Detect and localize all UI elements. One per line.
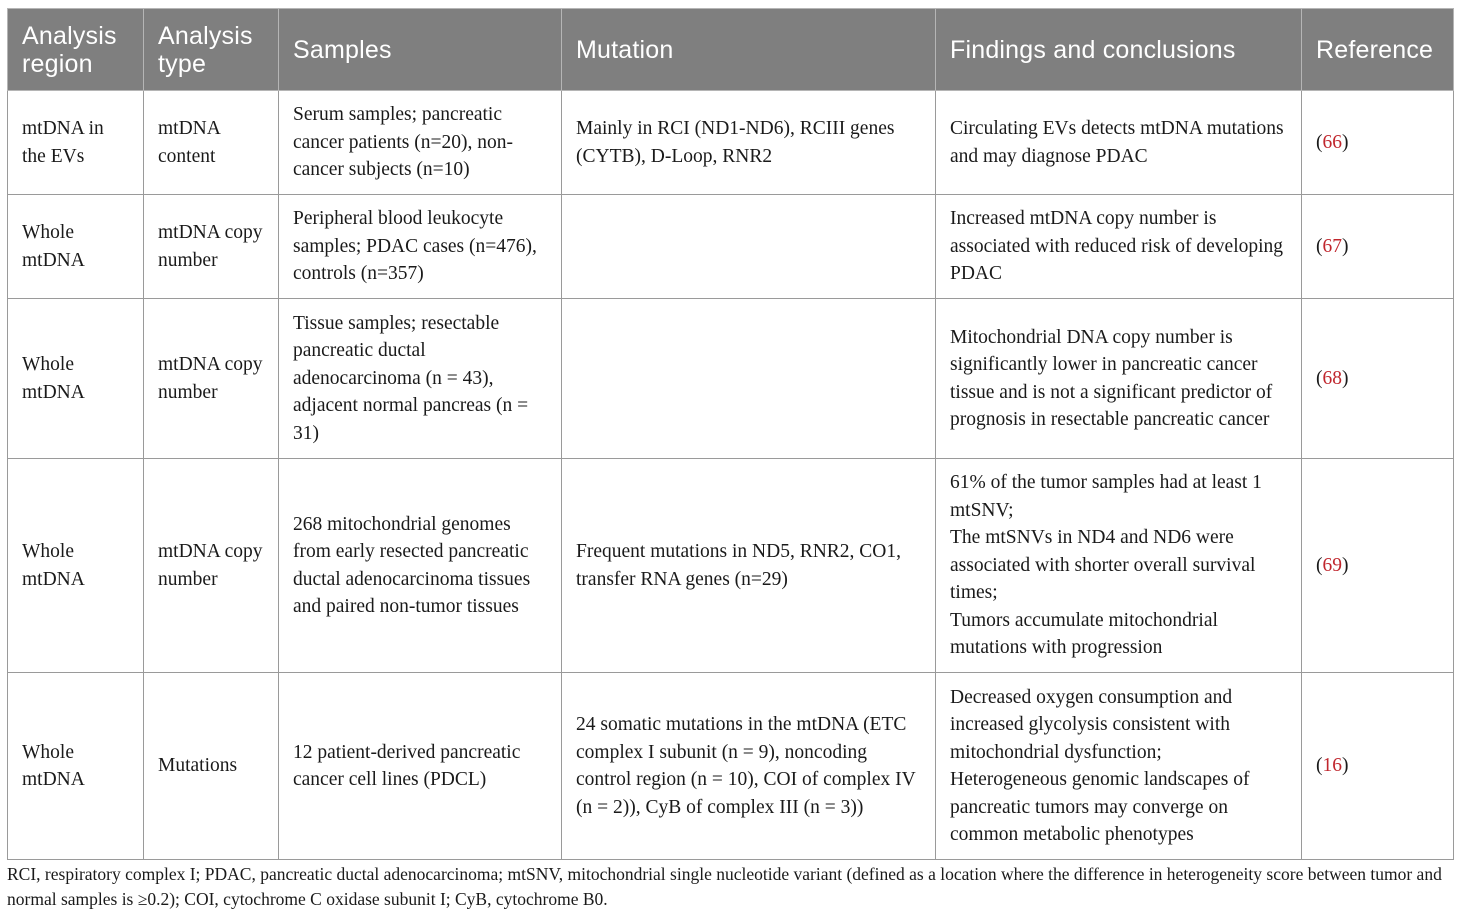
finding-text: Circulating EVs detects mtDNA mutations and may diagnose PDAC	[950, 118, 1284, 167]
mtdna-studies-table	[7, 8, 1454, 860]
table-row	[8, 195, 1454, 299]
cell-analysis-type: Mutations	[144, 673, 279, 860]
cell-samples: Tissue samples; resectable pancreatic ductal adenocarcinoma (n = 43), adjacent normal pancreas (n = 31)	[279, 299, 562, 459]
finding-text: Tumors accumulate mitochondrial mutations with progression	[950, 609, 1218, 659]
header-reference: Reference	[1302, 9, 1454, 91]
cell-samples: 12 patient-derived pancreatic cancer cell lines (PDCL)	[279, 673, 562, 860]
cell-findings	[936, 91, 1302, 195]
cell-mutation: Mainly in RCI (ND1-ND6), RCIII genes (CYTB), D-Loop, RNR2	[562, 91, 936, 195]
header-analysis-region: Analysis region	[8, 9, 144, 91]
cell-reference	[1302, 91, 1454, 195]
ref-paren-close: )	[1342, 755, 1349, 777]
table-header	[8, 9, 1454, 91]
cell-analysis-type: mtDNA copy number	[144, 299, 279, 459]
cell-reference	[1302, 673, 1454, 860]
cell-findings	[936, 673, 1302, 860]
finding-text: Heterogeneous genomic landscapes of pancreatic tumors may converge on common metabolic phenotypes	[950, 769, 1250, 845]
header-row	[8, 9, 1454, 91]
cell-analysis-type: mtDNA content	[144, 91, 279, 195]
ref-paren-open: (	[1316, 554, 1323, 576]
cell-analysis-region: Whole mtDNA	[8, 459, 144, 673]
finding-text: The mtSNVs in ND4 and ND6 were associated with shorter overall survival times;	[950, 527, 1256, 604]
ref-paren-open: (	[1316, 235, 1323, 257]
cell-analysis-region: Whole mtDNA	[8, 673, 144, 860]
reference-link[interactable]: 69	[1322, 554, 1342, 576]
cell-reference	[1302, 299, 1454, 459]
ref-paren-open: (	[1316, 131, 1323, 153]
header-mutation: Mutation	[562, 9, 936, 91]
finding-text: Decreased oxygen consumption and increased glycolysis consistent with mitochondrial dysfunction;	[950, 686, 1233, 763]
cell-mutation	[562, 195, 936, 299]
finding-text: Increased mtDNA copy number is associated with reduced risk of developing PDAC	[950, 208, 1284, 285]
cell-reference	[1302, 195, 1454, 299]
reference-link[interactable]: 16	[1322, 755, 1342, 777]
cell-analysis-type: mtDNA copy number	[144, 195, 279, 299]
ref-paren-close: )	[1342, 554, 1349, 576]
ref-paren-open: (	[1316, 367, 1323, 389]
cell-mutation	[562, 299, 936, 459]
cell-findings	[936, 195, 1302, 299]
reference-link[interactable]: 67	[1322, 235, 1342, 257]
finding-text: 61% of the tumor samples had at least 1 mtSNV;	[950, 472, 1262, 521]
header-findings: Findings and conclusions	[936, 9, 1302, 91]
cell-mutation: 24 somatic mutations in the mtDNA (ETC complex I subunit (n = 9), noncoding control region (n = 10), COI of complex IV (n = 2)), CyB of complex III (n = 3))	[562, 673, 936, 860]
header-samples: Samples	[279, 9, 562, 91]
cell-reference	[1302, 459, 1454, 673]
cell-samples: 268 mitochondrial genomes from early resected pancreatic ductal adenocarcinoma tissues and paired non-tumor tissues	[279, 459, 562, 673]
table-footnote: RCI, respiratory complex I; PDAC, pancreatic ductal adenocarcinoma; mtSNV, mitochondrial single nucleotide variant (defined as a location where the difference in heterogeneity score between tumor and normal samples is ≥0.2); COI, cytochrome C oxidase subunit I; CyB, cytochrome B0.	[7, 864, 1442, 909]
cell-samples: Serum samples; pancreatic cancer patients (n=20), non-cancer subjects (n=10)	[279, 91, 562, 195]
table-body	[8, 91, 1454, 860]
cell-analysis-region: mtDNA in the EVs	[8, 91, 144, 195]
header-analysis-type: Analysis type	[144, 9, 279, 91]
cell-findings	[936, 459, 1302, 673]
data-table-container	[7, 8, 1453, 860]
cell-findings	[936, 299, 1302, 459]
cell-analysis-region: Whole mtDNA	[8, 195, 144, 299]
table-row	[8, 299, 1454, 459]
ref-paren-close: )	[1342, 235, 1349, 257]
ref-paren-close: )	[1342, 131, 1349, 153]
reference-link[interactable]: 68	[1322, 367, 1342, 389]
finding-text: Mitochondrial DNA copy number is significantly lower in pancreatic cancer tissue and is not a significant predictor of prognosis in resectable pancreatic cancer	[950, 326, 1273, 430]
table-row	[8, 673, 1454, 860]
cell-samples: Peripheral blood leukocyte samples; PDAC cases (n=476), controls (n=357)	[279, 195, 562, 299]
ref-paren-open: (	[1316, 755, 1323, 777]
table-row	[8, 459, 1454, 673]
reference-link[interactable]: 66	[1322, 131, 1342, 153]
cell-analysis-region: Whole mtDNA	[8, 299, 144, 459]
cell-analysis-type: mtDNA copy number	[144, 459, 279, 673]
table-row	[8, 91, 1454, 195]
cell-mutation: Frequent mutations in ND5, RNR2, CO1, transfer RNA genes (n=29)	[562, 459, 936, 673]
ref-paren-close: )	[1342, 367, 1349, 389]
